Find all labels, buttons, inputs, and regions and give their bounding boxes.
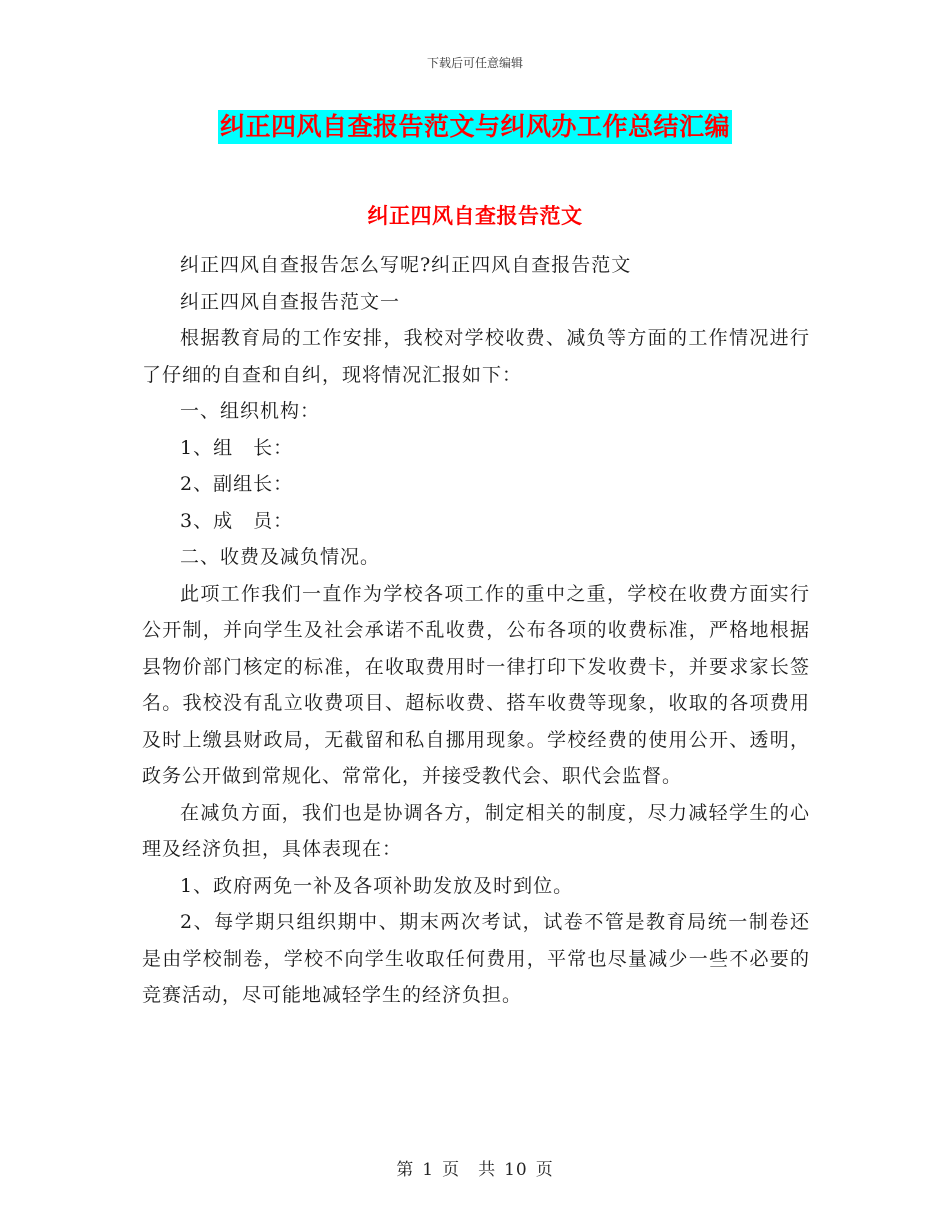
- footer-suffix: 页: [535, 1160, 554, 1180]
- body-text: [142, 247, 810, 1014]
- paragraph: 2、每学期只组织期中、期末两次考试，试卷不管是教育局统一制卷还是由学校制卷，学校不向学生收取任何费用，平常也尽量减少一些不必要的竞赛活动，尽可能地减轻学生的经济负担。: [142, 911, 810, 1006]
- section-title: 纠正四风自查报告范文: [367, 203, 583, 228]
- paragraph: 纠正四风自查报告范文一: [180, 290, 401, 313]
- paragraph: 二、收费及减负情况。: [180, 546, 381, 568]
- paragraph: 1、组 长：: [180, 436, 294, 459]
- main-title: 纠正四风自查报告范文与纠风办工作总结汇编: [218, 110, 732, 144]
- paragraph: 2、副组长：: [180, 473, 294, 495]
- footer-total-pages: 10: [504, 1160, 528, 1180]
- page-footer: [0, 1155, 950, 1180]
- paragraph: 纠正四风自查报告怎么写呢?纠正四风自查报告范文: [180, 254, 632, 276]
- paragraph: 在减负方面，我们也是协调各方，制定相关的制度，尽力减轻学生的心理及经济负担，具体表现在：: [142, 801, 810, 860]
- footer-prefix: 第: [396, 1160, 415, 1180]
- footer-page-number: 1: [422, 1160, 435, 1180]
- header-note: 下载后可任意编辑: [426, 56, 523, 70]
- paragraph: 3、成 员：: [180, 509, 294, 532]
- main-title-wrap: [0, 110, 950, 144]
- footer-mid: 页 共: [442, 1160, 497, 1180]
- paragraph: 一、组织机构：: [180, 400, 321, 422]
- paragraph: 此项工作我们一直作为学校各项工作的重中之重，学校在收费方面实行公开制，并向学生及社会承诺不乱收费，公布各项的收费标准，严格地根据县物价部门核定的标准，在收取费用时一律打印下发收费卡，并要求家长签名。我校没有乱立收费项目、超标收费、搭车收费等现象，收取的各项费用及时上缴县财政局，无截留和私自挪用现象。学校经费的使用公开、透明，政务公开做到常规化、常常化，并接受教代会、职代会监督。: [142, 582, 810, 787]
- paragraph: 根据教育局的工作安排，我校对学校收费、减负等方面的工作情况进行了仔细的自查和自纠，现将情况汇报如下：: [142, 327, 810, 386]
- paragraph: 1、政府两免一补及各项补助发放及时到位。: [180, 874, 574, 897]
